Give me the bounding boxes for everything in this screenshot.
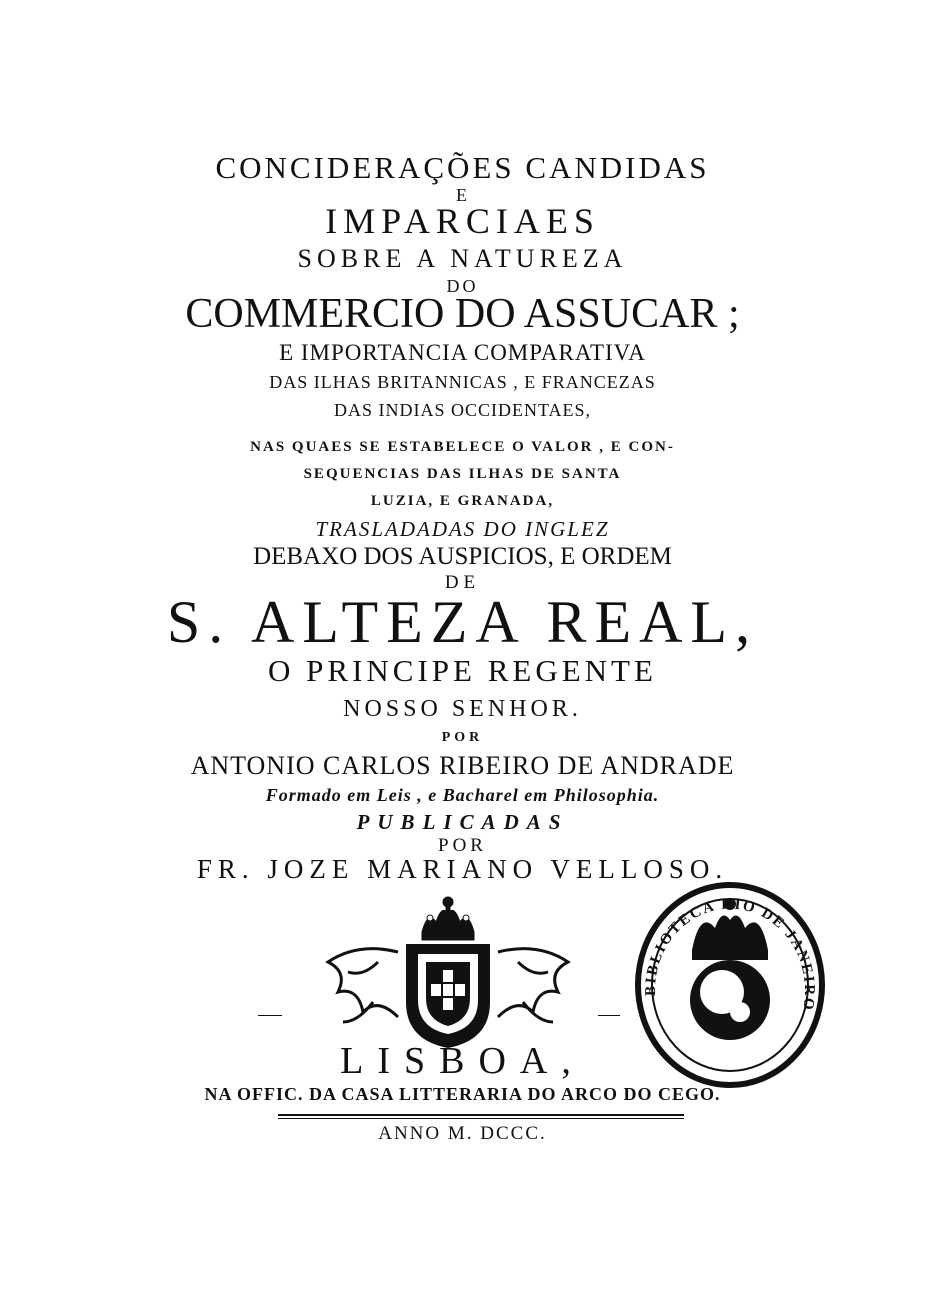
publisher-por: POR (438, 835, 487, 856)
divider-right (598, 1015, 620, 1016)
stamp-text: BIBLIOTECA RIO DE JANEIRO (642, 896, 818, 1013)
dedicatee-title: S. ALTEZA REAL, (166, 589, 759, 655)
description-line-2: SEQUENCIAS DAS ILHAS DE SANTA (303, 466, 622, 482)
imprint-rule-top (278, 1114, 684, 1116)
title-line-1: CONCIDERAÇÕES CANDIDAS (215, 150, 710, 185)
imprint-rule-bottom (278, 1118, 684, 1119)
svg-text:BIBLIOTECA RIO DE JANEIRO (643, 896, 817, 1012)
author-por: POR (441, 730, 484, 745)
imprint-year: ANNO M. DCCC. (378, 1123, 547, 1144)
auspices-line: DEBAXO DOS AUSPICIOS, E ORDEM (253, 543, 672, 570)
divider-left (258, 1015, 282, 1016)
crown-icon (422, 897, 474, 940)
imprint-printer: NA OFFIC. DA CASA LITTERARIA DO ARCO DO CEGO. (204, 1084, 721, 1104)
coat-of-arms-emblem (318, 892, 578, 1052)
publisher-name: FR. JOZE MARIANO VELLOSO. (196, 854, 729, 884)
imprint-city: LISBOA, (340, 1040, 585, 1082)
author-name: ANTONIO CARLOS RIBEIRO DE ANDRADE (190, 751, 735, 780)
description-line-1: NAS QUAES SE ESTABELECE O VALOR , E CON- (250, 439, 675, 455)
title-line-4: SOBRE A NATUREZA (297, 244, 628, 273)
subtitle-line-1: E IMPORTANCIA COMPARATIVA (279, 340, 646, 365)
description-line-3: LUZIA, E GRANADA, (370, 493, 555, 509)
title-line-5: DO (446, 276, 479, 296)
title-line-3: IMPARCIAES (325, 201, 600, 241)
main-title: COMMERCIO DO ASSUCAR ; (185, 291, 740, 337)
translation-note: TRASLADADAS DO INGLEZ (315, 517, 610, 541)
subtitle-line-3: DAS INDIAS OCCIDENTAES, (333, 400, 592, 420)
dedicatee-line-3: NOSSO SENHOR. (343, 696, 582, 722)
author-credentials: Formado em Leis , e Bacharel em Philosophia. (265, 785, 660, 805)
title-line-2: E (456, 185, 469, 205)
auspices-de: DE (444, 572, 481, 593)
shield-icon (406, 944, 490, 1048)
dedicatee-line-2: O PRINCIPE REGENTE (268, 653, 657, 688)
subtitle-line-2: DAS ILHAS BRITANNICAS , E FRANCEZAS (269, 372, 656, 392)
publisher-label: PUBLICADAS (356, 810, 569, 834)
